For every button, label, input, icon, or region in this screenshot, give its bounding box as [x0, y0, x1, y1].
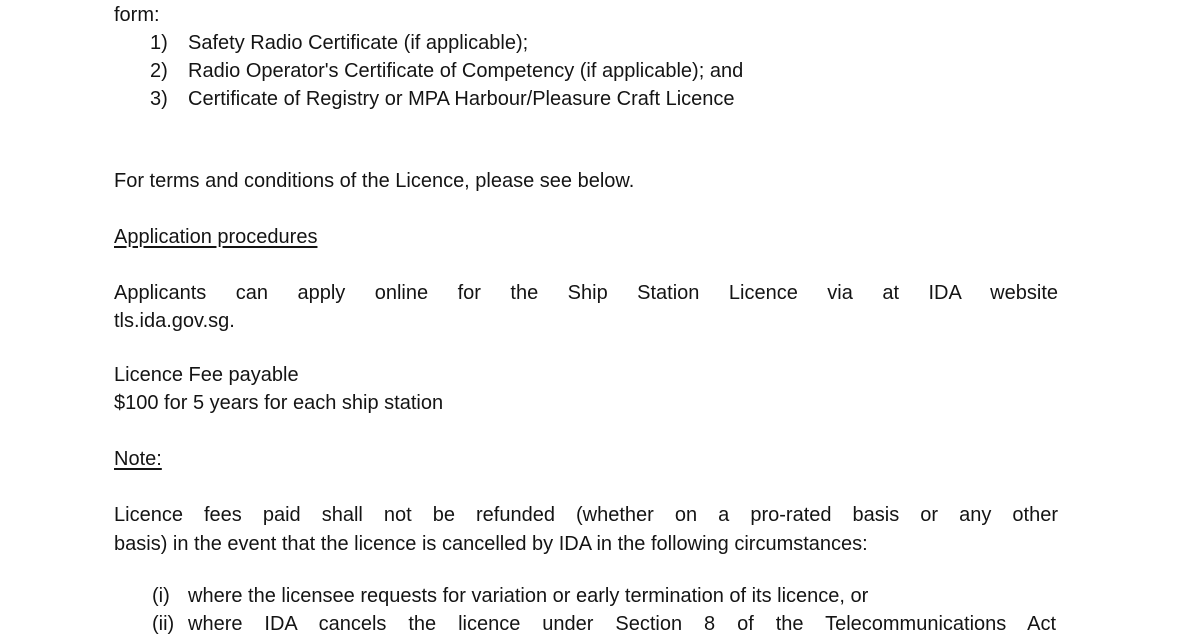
application-procedures-heading: Application procedures: [114, 226, 318, 248]
top-fragment: form:: [114, 4, 160, 26]
licence-fee-label: Licence Fee payable: [114, 364, 299, 386]
list-item-text: where the licensee requests for variation or early termination of its licence, or: [188, 585, 869, 607]
application-text-line-2: tls.ida.gov.sg.: [114, 310, 235, 332]
list-item-number: 1): [150, 32, 168, 54]
application-text-line-1: Applicants can apply online for the Ship Station Licence via at IDA website: [114, 282, 1058, 304]
terms-line: For terms and conditions of the Licence, please see below.: [114, 170, 635, 192]
list-item-number: (i): [152, 585, 170, 607]
note-heading: Note:: [114, 448, 162, 470]
list-item-number: (ii): [152, 613, 175, 635]
list-item-number: 2): [150, 60, 168, 82]
list-item-text: Radio Operator's Certificate of Competency (if applicable); and: [188, 60, 744, 82]
list-item-number: 3): [150, 88, 168, 110]
list-item-text: where IDA cancels the licence under Section 8 of the Telecommunications Act: [188, 613, 1056, 635]
note-text-line-2: basis) in the event that the licence is cancelled by IDA in the following circumstances:: [114, 533, 868, 555]
note-text-line-1: Licence fees paid shall not be refunded (whether on a pro-rated basis or any other: [114, 504, 1058, 526]
licence-fee-value: $100 for 5 years for each ship station: [114, 392, 444, 414]
list-item-text: Certificate of Registry or MPA Harbour/Pleasure Craft Licence: [188, 88, 735, 110]
list-item-text: Safety Radio Certificate (if applicable);: [188, 32, 529, 54]
